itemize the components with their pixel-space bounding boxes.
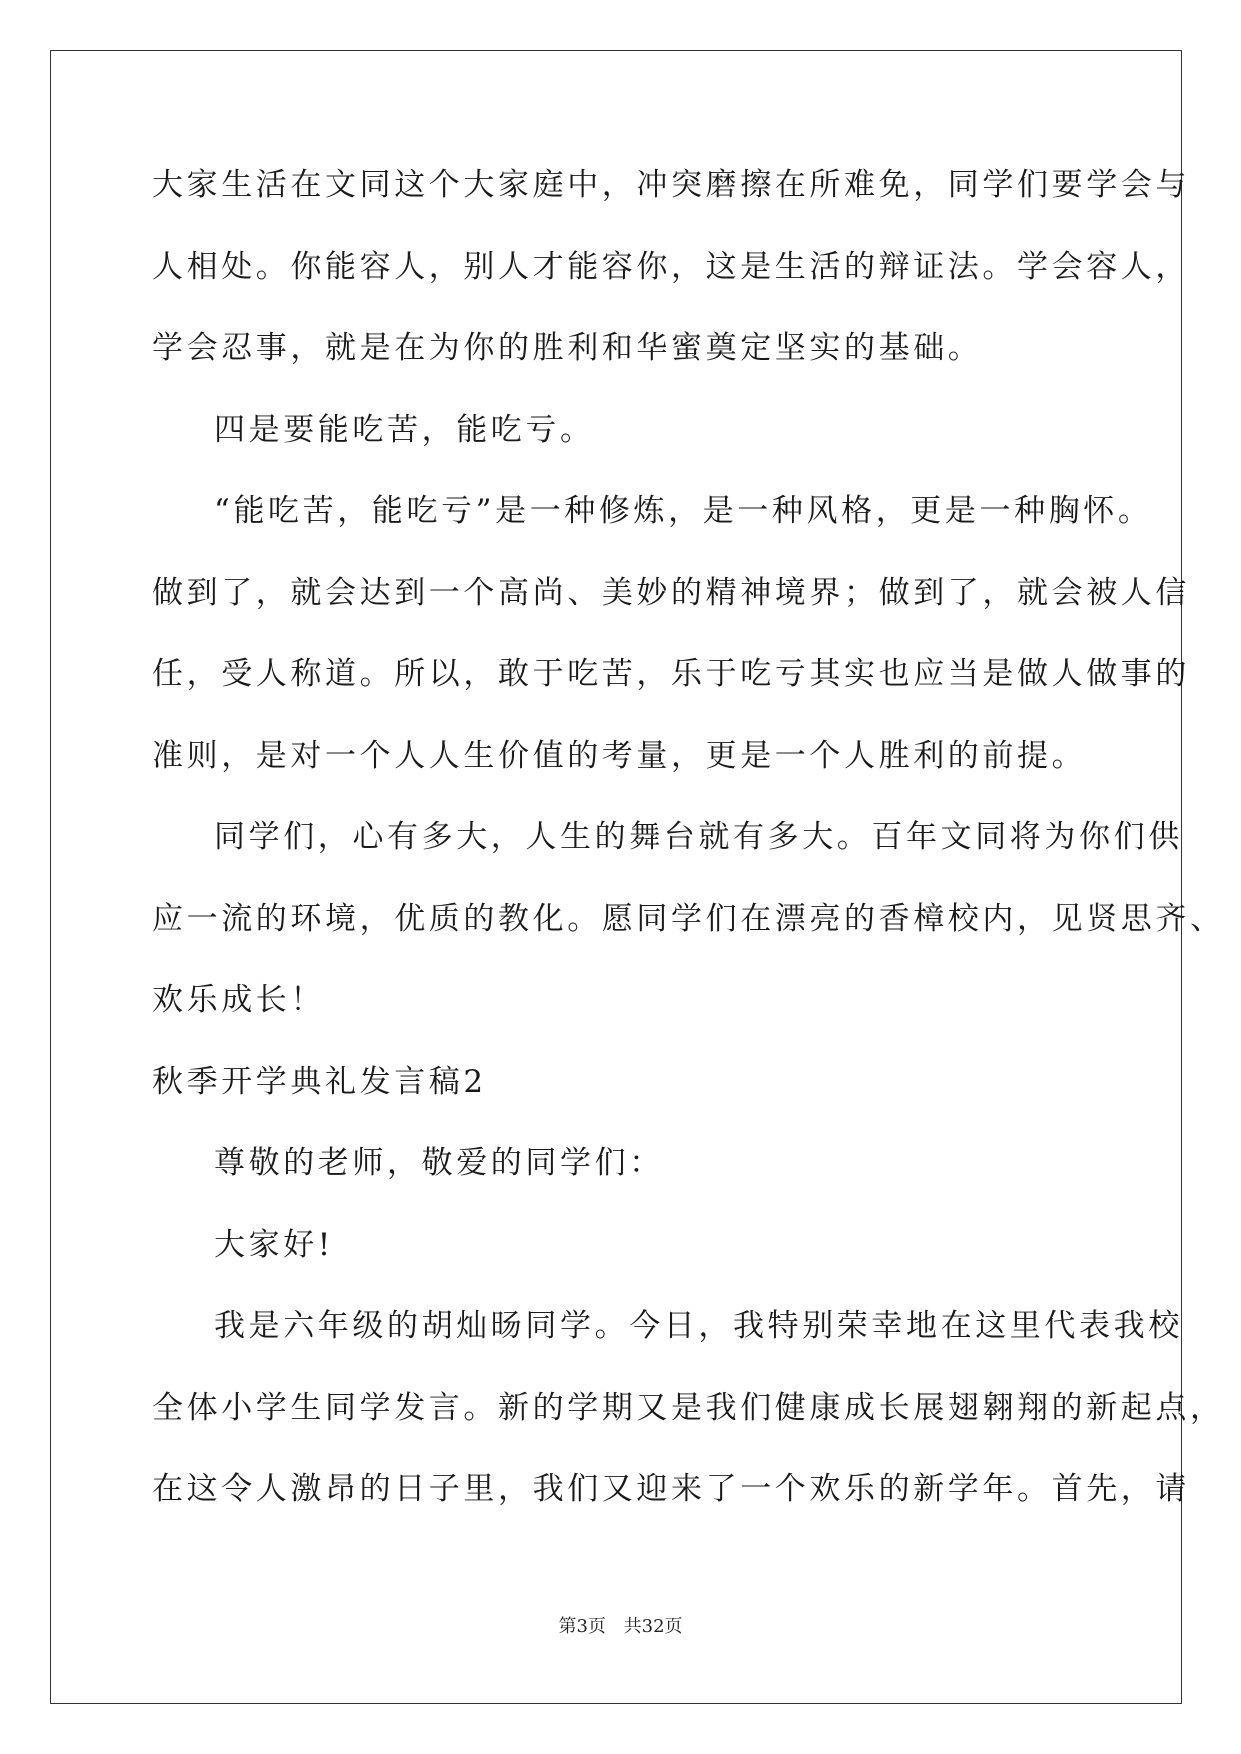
text-line: 我是六年级的胡灿旸同学。今日，我特别荣幸地在这里代表我校 [214, 1308, 1183, 1344]
text-line: 全体小学生同学发言。新的学期又是我们健康成长展翅翱翔的新起点， [152, 1389, 1225, 1426]
document-body [152, 160, 1225, 1546]
text-line: 四是要能吃苦，能吃亏。 [214, 411, 595, 448]
text-line: 同学们，心有多大，人生的舞台就有多大。百年文同将为你们供 [214, 819, 1183, 855]
page-footer [0, 1612, 1241, 1638]
text-line: 应一流的环境，优质的教化。愿同学们在漂亮的香樟校内，见贤思齐、 [152, 900, 1225, 937]
page-total: 共32页 [623, 1616, 683, 1637]
page-number: 第3页 [558, 1616, 606, 1637]
text-line: 人相处。你能容人，别人才能容你，这是生活的辩证法。学会容人， [152, 248, 1190, 285]
text-line: 任，受人称道。所以，敢于吃苦，乐于吃亏其实也应当是做人做事的 [152, 656, 1190, 692]
text-line: “能吃苦，能吃亏”是一种修炼，是一种风格，更是一种胸怀。 [214, 493, 1153, 529]
section-heading: 秋季开学典礼发言稿2 [152, 1063, 487, 1100]
text-line: 在这令人激昂的日子里，我们又迎来了一个欢乐的新学年。首先，请 [152, 1471, 1190, 1507]
text-line: 大家好! [214, 1226, 334, 1263]
text-line: 大家生活在文同这个大家庭中，冲突磨擦在所难免，同学们要学会与 [152, 167, 1190, 203]
text-line: 准则，是对一个人人生价值的考量，更是一个人胜利的前提。 [152, 737, 1087, 774]
text-line: 学会忍事，就是在为你的胜利和华蜜奠定坚实的基础。 [152, 330, 983, 366]
text-line: 欢乐成长！ [152, 982, 325, 1018]
text-line: 尊敬的老师，敬爱的同学们： [214, 1145, 664, 1181]
text-line: 做到了，就会达到一个高尚、美妙的精神境界；做到了，就会被人信 [152, 574, 1190, 611]
